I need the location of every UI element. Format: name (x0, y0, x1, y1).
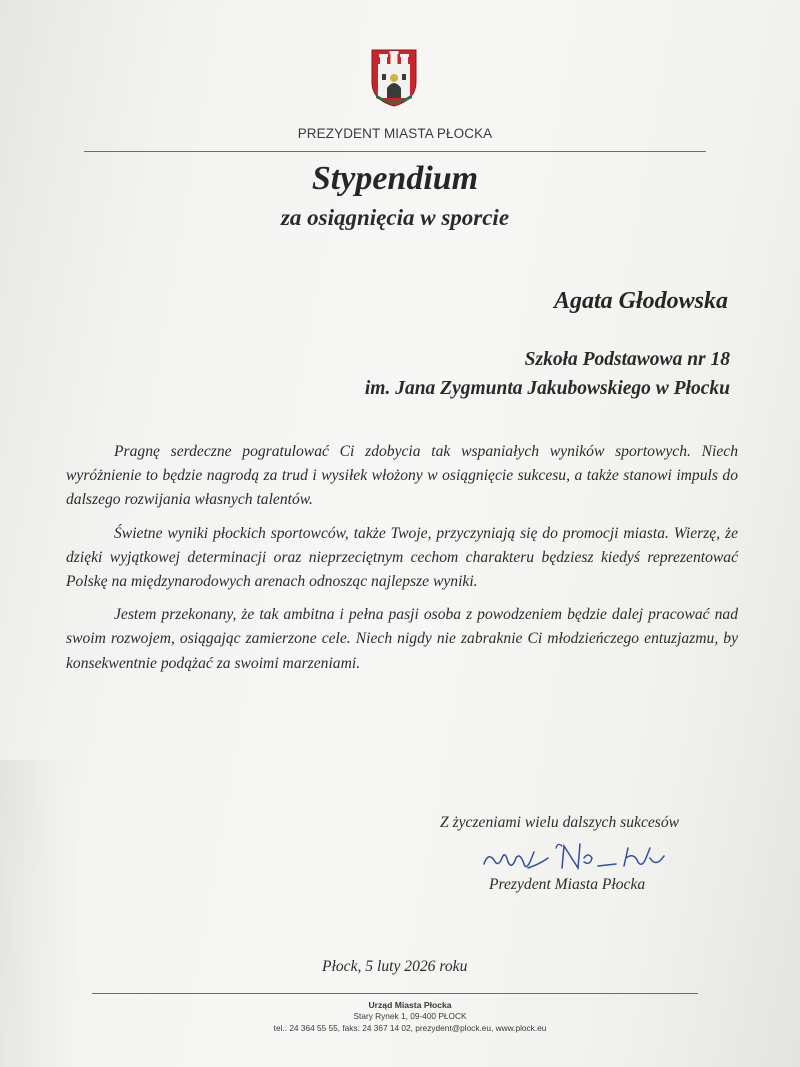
footer-office: Urząd Miasta Płocka (368, 1000, 452, 1010)
footer-contact: tel.: 24 364 55 55, faks: 24 367 14 02, prezydent@plock.eu, www.plock.eu (273, 1023, 547, 1033)
body-paragraph: Pragnę serdeczne pogratulować Ci zdobycia tak wspaniałych wyników sportowych. Niech wyróżnienie to będzie nagrodą za trud i wysiłek włożony w osiągnięcie sukcesu, a także stanowi impuls do dalszego rozwijania własnych talentów. (66, 443, 738, 509)
plock-coat-of-arms-icon (370, 48, 418, 108)
school-line-1: Szkoła Podstawowa nr 18 (524, 349, 730, 370)
header-divider (84, 151, 706, 152)
footer-address: Stary Rynek 1, 09-400 PŁOCK (353, 1011, 467, 1021)
school-line-2: im. Jana Zygmunta Jakubowskiego w Płocku (364, 378, 730, 399)
closing-wishes: Z życzeniami wielu dalszych sukcesów (440, 814, 680, 831)
body-paragraph: Świetne wyniki płockich sportowców, także Twoje, przyczyniają się do promocji miasta. Wierzę, że dzięki wyjątkowej determinacji oraz nieprzeciętnym cechom charakteru będziesz kiedyś reprezentować Polskę na międzynarodowych arenach odnosząc najlepsze wyniki. (66, 524, 738, 591)
signer-title: Prezydent Miasta Płocka (489, 876, 646, 893)
handwritten-signature-icon (478, 828, 678, 878)
letter-body (66, 440, 738, 685)
document-subtitle: za osiągnięcia w sporcie (280, 205, 510, 230)
recipient-school (365, 345, 730, 403)
body-paragraph: Jestem przekonany, że tak ambitna i pełna pasji osoba z powodzeniem będzie dalej pracować nad swoim rozwojem, osiągając zamierzone cele. Niech nigdy nie zabraknie Ci młodzieńczego entuzjazmu, by konsekwentnie podążać za swoimi marzeniami. (66, 606, 738, 672)
letterhead-footer (0, 999, 800, 1034)
recipient-name: Agata Głodowska (553, 288, 728, 314)
document-title: Stypendium (311, 160, 479, 197)
place-and-date: Płock, 5 luty 2026 roku (322, 958, 468, 975)
authority-header: PREZYDENT MIASTA PŁOCKA (297, 126, 493, 141)
footer-divider (92, 993, 698, 994)
